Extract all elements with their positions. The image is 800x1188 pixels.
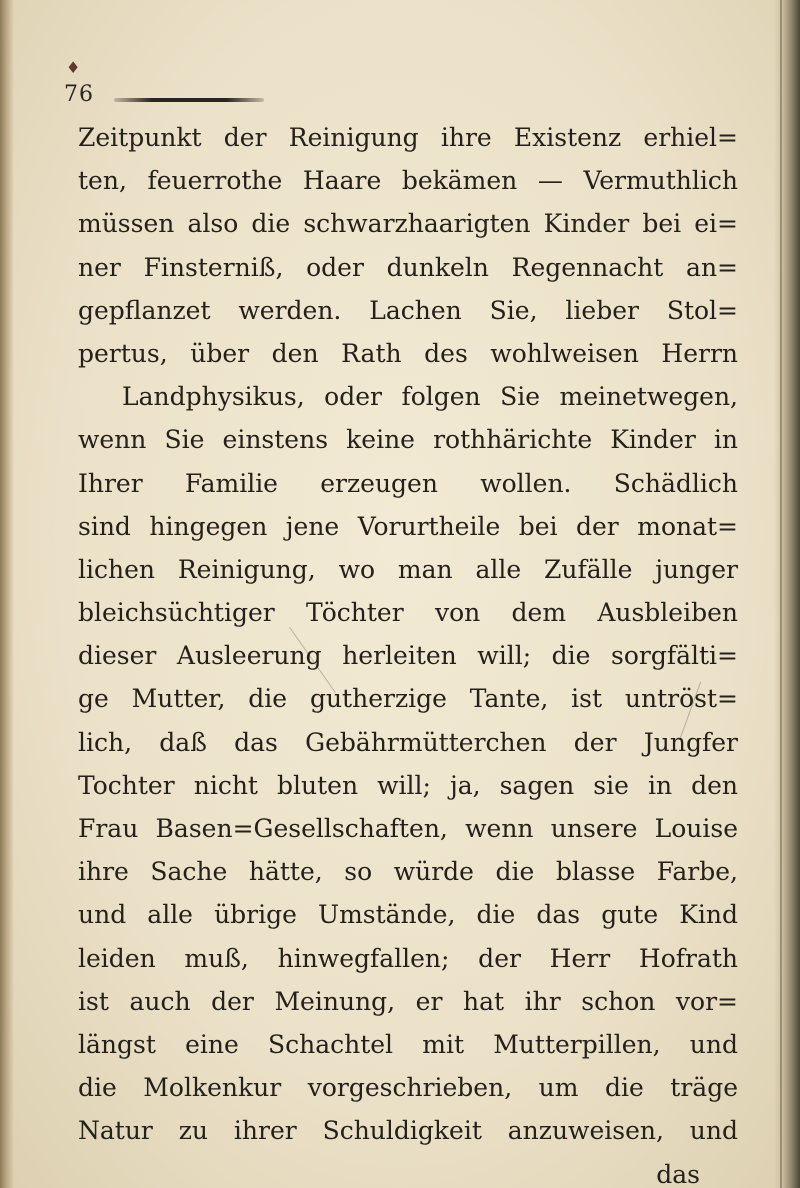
text-line: pertus, über den Rath des wohlweisen Herrn xyxy=(78,338,738,368)
text-line: müssen also die schwarzhaarigten Kinder bei ei= xyxy=(78,209,738,239)
text-line: ist auch der Meinung, er hat ihr schon vor= xyxy=(78,986,738,1016)
text-line: Ihrer Familie erzeugen wollen. Schädlich xyxy=(78,468,738,498)
catchword: das xyxy=(656,1159,700,1188)
text-line: Tochter nicht bluten will; ja, sagen sie in den xyxy=(78,770,738,800)
text-line: Natur zu ihrer Schuldigkeit anzuweisen, und xyxy=(78,1116,738,1146)
page-right-edge-binding-shadow xyxy=(774,0,800,1188)
text-line: Landphysikus, oder folgen Sie meinetwegen, xyxy=(122,382,738,412)
page-left-edge-shadow xyxy=(0,0,14,1188)
text-line: und alle übrige Umstände, die das gute Kind xyxy=(78,900,738,930)
text-line: Frau Basen=Gesellschaften, wenn unsere Louise xyxy=(78,814,738,843)
text-line: gepflanzet werden. Lachen Sie, lieber Stol= xyxy=(78,295,738,325)
text-line: ten, feuerrothe Haare bekämen — Vermuthlich xyxy=(78,166,738,196)
text-line: dieser Ausleerung herleiten will; die sorgfälti= xyxy=(78,641,738,671)
body-text xyxy=(78,116,738,1188)
text-line: bleichsüchtiger Töchter von dem Ausbleiben xyxy=(78,598,738,628)
text-line: lich, daß das Gebährmütterchen der Jungfer xyxy=(78,727,738,757)
page-number: 76 xyxy=(64,82,94,107)
header-rule xyxy=(114,98,264,102)
text-line: sind hingegen jene Vorurtheile bei der monat= xyxy=(78,511,738,541)
text-line: wenn Sie einstens keine rothhärichte Kinder in xyxy=(78,425,738,455)
text-line: ihre Sache hätte, so würde die blasse Farbe, xyxy=(78,857,738,887)
text-line: Zeitpunkt der Reinigung ihre Existenz erhiel= xyxy=(78,123,738,152)
text-line: ner Finsterniß, oder dunkeln Regennacht an= xyxy=(78,252,738,282)
text-line: die Molkenkur vorgeschrieben, um die träge xyxy=(78,1073,738,1103)
binding-line xyxy=(780,0,782,1188)
ornament-mark: ♦ xyxy=(66,58,81,77)
text-line: längst eine Schachtel mit Mutterpillen, und xyxy=(78,1029,738,1059)
text-line: leiden muß, hinwegfallen; der Herr Hofrath xyxy=(78,943,738,973)
text-line: ge Mutter, die gutherzige Tante, ist untröst= xyxy=(78,684,738,714)
text-line: lichen Reinigung, wo man alle Zufälle junger xyxy=(78,554,738,584)
